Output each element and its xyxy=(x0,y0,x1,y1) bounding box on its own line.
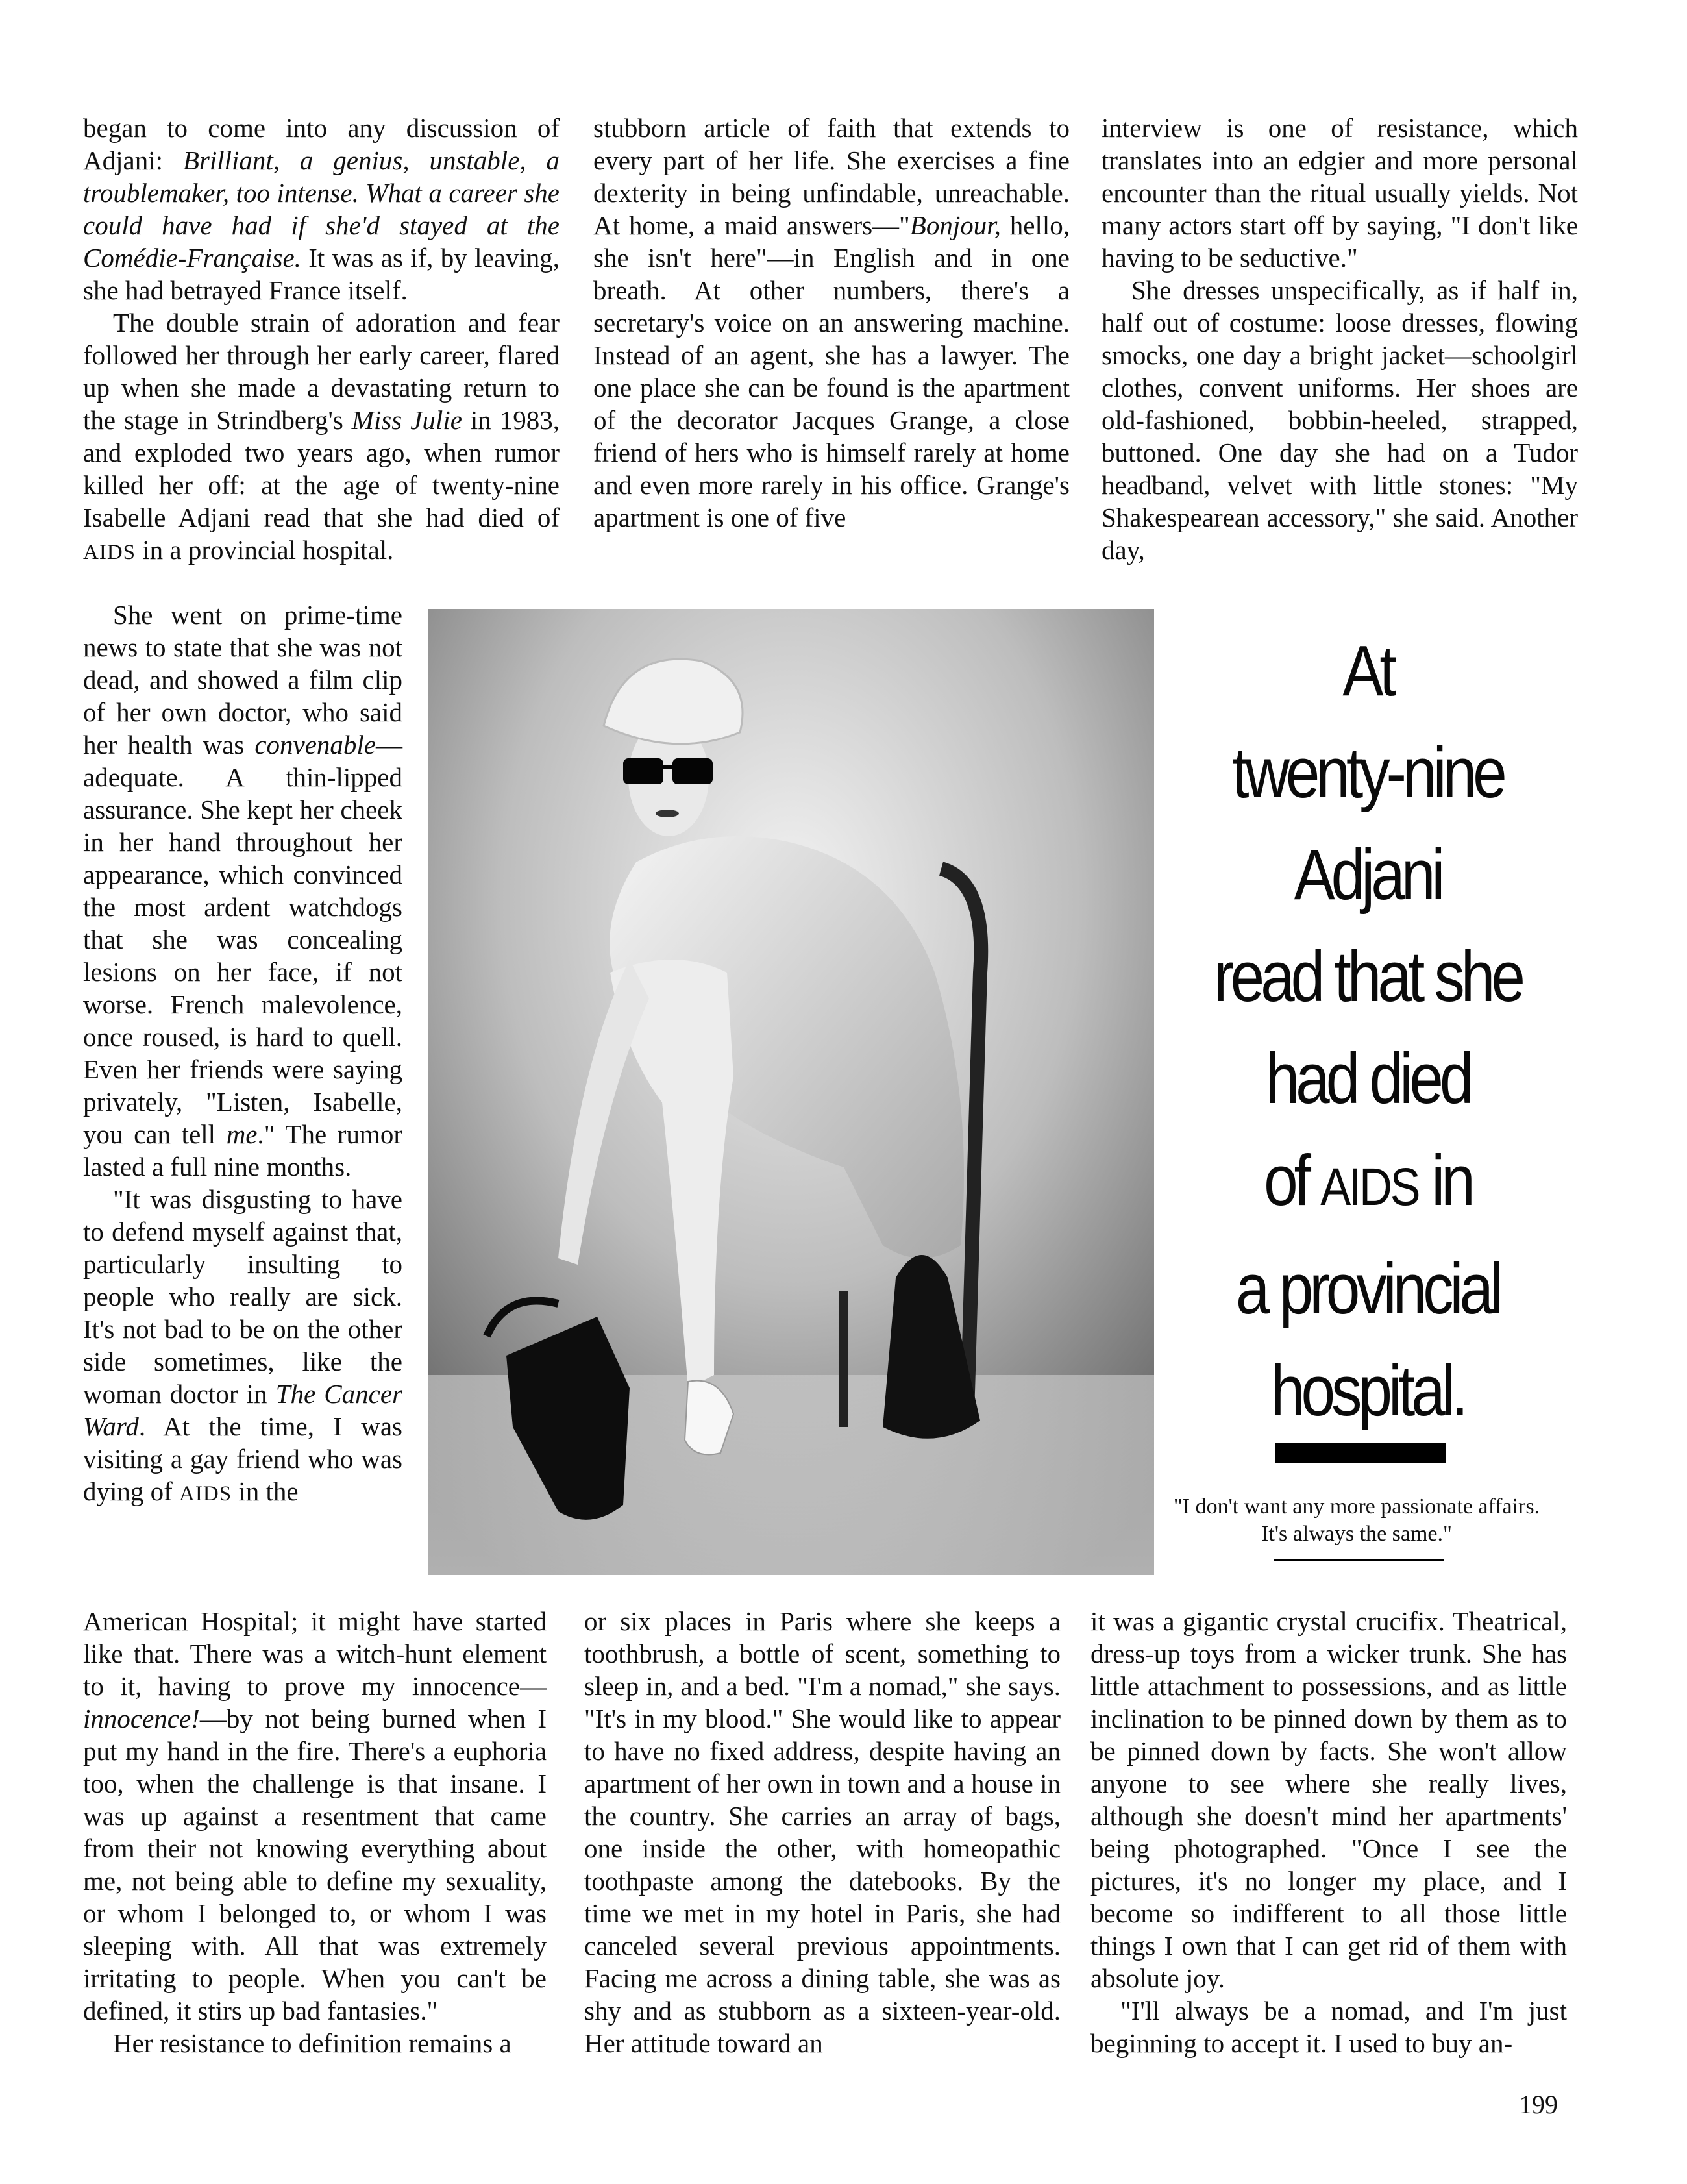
pull-quote-line xyxy=(1187,722,1549,824)
italic-text: Brilliant, a genius, unstable, a troublemaker, too intense. What a career she could have had if she'd stayed at the Comédie-Française. xyxy=(83,145,560,273)
column-1-bottom-text xyxy=(83,1605,547,2059)
pull-quote-line xyxy=(1187,1028,1549,1130)
small-caps-text: AIDS xyxy=(83,541,136,564)
paragraph xyxy=(593,112,1070,534)
pull-quote-line xyxy=(1187,1340,1549,1442)
column-1-narrow-text xyxy=(83,599,402,1510)
text-run: —adequate. A thin-lipped assurance. She kept her cheek in her hand throughout her appearance, which convinced the most ardent watchdogs that she was concealing lesions on her face, if not worse. French malevolence, once roused, is hard to quell. Even her friends were saying privately, "Listen, Isabelle, you can tell xyxy=(83,730,402,1149)
text-run: American Hospital; it might have started like that. There was a witch-hunt element to it, having to prove my innocence— xyxy=(83,1606,547,1701)
paragraph xyxy=(83,306,560,569)
italic-text: innocence! xyxy=(83,1704,200,1733)
paragraph xyxy=(584,1605,1061,2059)
text-run: read that she xyxy=(1214,937,1521,1017)
italic-text: convenable xyxy=(254,730,376,760)
pull-quote-line xyxy=(1187,1238,1549,1340)
small-caps-text: AIDS xyxy=(179,1482,232,1506)
text-run: hospital. xyxy=(1270,1351,1465,1431)
italic-text: me xyxy=(226,1119,258,1149)
text-run: ." The rumor lasted a full nine months. xyxy=(83,1119,402,1182)
paragraph xyxy=(1090,1605,1567,1994)
italic-text: Bonjour, xyxy=(909,210,1001,240)
page-number: 199 xyxy=(1519,2090,1558,2119)
text-run: It was as if, by leaving, she had betrayed France itself. xyxy=(83,243,560,305)
text-run: Her resistance to definition remains a xyxy=(113,2028,511,2058)
text-run: At xyxy=(1342,631,1393,711)
caption-rule xyxy=(1274,1559,1444,1561)
paragraph xyxy=(83,1605,547,2027)
text-run: of xyxy=(1264,1141,1321,1221)
paragraph xyxy=(83,112,560,306)
column-2-top-text xyxy=(593,112,1070,534)
paragraph xyxy=(83,599,402,1183)
text-run: hello, she isn't here"—in English and in one breath. At other numbers, there's a secretary's voice on an answering machine. Instead of an agent, she has a lawyer. The one place she can be found is the apartment of the decorator Jacques Grange, a close friend of hers who is himself rarely at home and even more rarely in his office. Grange's apartment is one of five xyxy=(593,210,1070,532)
photo-caption: "I don't want any more passionate affairs. It's always the same." xyxy=(1173,1495,1540,1546)
paragraph xyxy=(1090,1994,1567,2059)
portrait-photograph xyxy=(428,609,1154,1575)
paragraph xyxy=(1102,274,1578,566)
small-caps-text: AIDS xyxy=(1320,1158,1419,1217)
text-run: "I'll always be a nomad, and I'm just beginning to accept it. I used to buy an- xyxy=(1090,1996,1567,2058)
text-run: a provincial xyxy=(1235,1249,1500,1329)
text-run: "It was disgusting to have to defend myself against that, particularly insulting to people who really are sick. It's not bad to be on the other side sometimes, like the woman doctor in xyxy=(83,1184,402,1409)
text-run: stubborn article of faith that extends to every part of her life. She exercises a fine dexterity in being unfindable, unreachable. At home, a maid answers—" xyxy=(593,113,1070,240)
italic-text: The Cancer Ward xyxy=(83,1379,402,1441)
paragraph xyxy=(83,2027,547,2059)
pull-quote-line xyxy=(1187,926,1549,1028)
portrait-illustration xyxy=(428,609,1154,1575)
pull-quote-line xyxy=(1187,620,1549,722)
text-run: or six places in Paris where she keeps a toothbrush, a bottle of scent, something to sleep in, and a bed. "I'm a nomad," she says. "It's in my blood." She would like to appear to have no fixed address, despite having an apartment of her own in town and a house in the country. She carries an array of bags, one inside the other, with homeopathic toothpaste among the datebooks. By the time we met in my hotel in Paris, she had canceled several previous appointments. Facing me across a dining table, she was as shy and as stubborn as a sixteen-year-old. Her attitude toward an xyxy=(584,1606,1061,2058)
text-run: . At the time, I was visiting a gay friend who was dying of xyxy=(83,1411,402,1506)
text-run: in a provincial hospital. xyxy=(136,535,394,565)
text-run: in xyxy=(1418,1141,1472,1221)
pull-quote-line xyxy=(1187,1130,1549,1238)
pull-quote xyxy=(1187,620,1549,1442)
text-run: had died xyxy=(1265,1039,1470,1119)
text-run: in the xyxy=(232,1476,299,1506)
text-run: twenty-nine xyxy=(1232,733,1503,813)
text-run: —by not being burned when I put my hand in the fire. There's a euphoria too, when the challenge is that insane. I was up against a resentment that came from their not knowing everything about me, not being able to define my sexuality, or whom I belonged to, or whom I was sleeping with. All that was extremely irritating to people. When you can't be defined, it stirs up bad fantasies." xyxy=(83,1704,547,2026)
text-run: began to come into any discussion of Adjani: xyxy=(83,113,560,175)
text-run: She dresses unspecifically, as if half in, half out of costume: loose dresses, flowing smocks, one day a bright jacket—schoolgirl clothes, convent uniforms. Her shoes are old-fashioned, bobbin-heeled, strapped, buttoned. One day she had on a Tudor headband, velvet with little stones: "My Shakespearean accessory," she said. Another day, xyxy=(1102,275,1578,565)
text-run: Adjani xyxy=(1294,835,1442,915)
text-run: interview is one of resistance, which translates into an edgier and more personal encounter than the ritual usually yields. Not many actors start off by saying, "I don't like having to be seductive." xyxy=(1102,113,1578,273)
text-run: The double strain of adoration and fear followed her through her early career, flared up when she made a devastating return to the stage in Strindberg's xyxy=(83,308,560,435)
italic-text: Miss Julie xyxy=(351,405,462,435)
text-run: it was a gigantic crystal crucifix. Theatrical, dress-up toys from a wicker trunk. She has little attachment to possessions, and as little inclination to be pinned down by them as to be pinned down by facts. She won't allow anyone to see where she really lives, although she doesn't mind her apartments' being photographed. "Once I see the pictures, it's no longer my place, and I become so indifferent to all those little things I own that I can get rid of them with absolute joy. xyxy=(1090,1606,1567,1993)
column-1-top-text xyxy=(83,112,560,569)
text-run: in 1983, and exploded two years ago, when rumor killed her off: at the age of twenty-nine Isabelle Adjani read that she had died of xyxy=(83,405,560,532)
column-3-top-text xyxy=(1102,112,1578,566)
column-2-bottom-text xyxy=(584,1605,1061,2059)
pull-quote-line xyxy=(1187,824,1549,926)
pull-quote-bar xyxy=(1275,1443,1446,1463)
paragraph xyxy=(83,1183,402,1510)
column-3-bottom-text xyxy=(1090,1605,1567,2059)
text-run: She went on prime-time news to state that she was not dead, and showed a film clip of her own doctor, who said her health was xyxy=(83,600,402,760)
paragraph xyxy=(1102,112,1578,274)
